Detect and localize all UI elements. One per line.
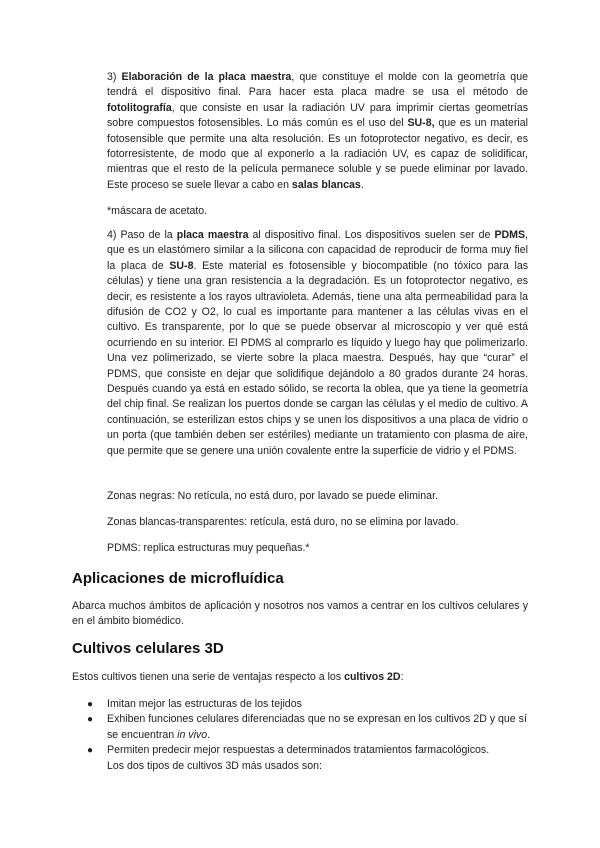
paragraph-text: Estos cultivos tienen una serie de ventajas respecto a los <box>72 671 345 683</box>
italic-term: in vivo <box>177 728 208 741</box>
note-zonas-blancas: Zonas blancas-transparentes: retícula, está duro, no se elimina por lavado. <box>107 516 459 528</box>
list-item-text: Exhiben funciones celulares diferenciadas que no se expresan en los cultivos 2D y que sí se encuentran <box>107 713 527 741</box>
note-pdms: PDMS: replica estructuras muy pequeñas.* <box>107 542 310 554</box>
paragraph-dispositivo-final <box>107 228 528 459</box>
bold-term: fotolitografía <box>107 101 172 114</box>
list-item-text: . <box>207 728 211 741</box>
list-item-text: Imitan mejor las estructuras de los tejidos <box>107 698 302 710</box>
paragraph-text: Paso de la <box>120 229 177 241</box>
bold-term: salas blancas <box>291 178 361 191</box>
bold-term: Elaboración de la placa maestra <box>121 71 292 83</box>
paragraph-text: , que constituye el molde con la geometría que tendrá el dispositivo final. Para hacer esta placa madre se usa el método de <box>107 71 528 99</box>
bullet-icon: ● <box>87 745 94 757</box>
list-item <box>87 712 528 743</box>
list-item <box>87 743 528 774</box>
paragraph-text: , que consiste en usar la radiación UV para imprimir ciertas geometrías sobre compuestos fotosensibles. Lo más común es el uso del <box>107 101 528 130</box>
bold-term: placa maestra <box>176 229 249 241</box>
bold-term: cultivos 2D <box>344 671 401 683</box>
paragraph-text: . <box>360 178 364 191</box>
paragraph-cultivos-intro <box>72 670 528 685</box>
paragraph-text: : <box>400 671 404 683</box>
list-item-text: Permiten predecir mejor respuestas a determinados tratamientos farmacológicos. <box>107 744 490 757</box>
paragraph-text: al dispositivo final. Los dispositivos suelen ser de <box>248 229 495 241</box>
note-mascara: *máscara de acetato. <box>107 205 208 217</box>
paragraph-text: que es un material fotosensible que permite una alta resolución. Es un fotoprotector negativo, es decir, es fotorresistente, de modo que al exponerlo a la radiación UV, es capaz de solidificar, mientras que el resto de la película permanece soluble y se puede eliminar por lavado. Este proceso se suele llevar a cabo en <box>107 117 528 191</box>
list-item-text: Los dos tipos de cultivos 3D más usados son: <box>107 759 322 772</box>
paragraph-placa-maestra <box>107 70 528 193</box>
list-item <box>87 697 528 712</box>
bold-term: PDMS <box>494 229 526 241</box>
bullet-icon: ● <box>87 699 94 710</box>
heading-aplicaciones: Aplicaciones de microfluídica <box>72 570 284 587</box>
bold-term: SU-8, <box>407 117 435 130</box>
bold-term: SU-8 <box>169 259 194 272</box>
note-zonas-negras: Zonas negras: No retícula, no está duro, por lavado se puede eliminar. <box>107 490 438 502</box>
list-number: 4) <box>107 229 121 241</box>
advantages-list <box>87 697 528 774</box>
paragraph-text: , que es un elastómero similar a la silicona con capacidad de reproducir de forma muy fiel la placa de <box>107 229 528 272</box>
list-number: 3) <box>107 71 122 83</box>
heading-cultivos-3d: Cultivos celulares 3D <box>72 640 224 657</box>
paragraph-text: . Este material es fotosensible y biocompatible (no tóxico para las células) y tiene una gran resistencia a la degradación. Es un fotoprotector negativo, es decir, es resistente a los rayos ultravioleta. Además, tiene una alta permeabilidad para la difusión de CO2 y O2, lo cual es importante para mantener a las células vivas en el cultivo. Es transparente, por lo que se puede observar al microscopio y ver qué está ocurriendo en su interior. El PDMS al comprarlo es líquido y luego hay que polimerizarlo. Una vez polimerizado, se vierte sobre la placa maestra. Después, hay que “curar” el PDMS, que consiste en dejar que solidifique dejándolo a 80 grados durante 24 horas. Después cuando ya está en estado sólido, se recorta la oblea, que ya tiene la geometría del chip final. Se realizan los puertos donde se cargan las células y el medio de cultivo. A continuación, se esterilizan estos chips y se unen los dispositivos a una placa de vidrio o un porta (que también deben ser estériles) mediante un tratamiento con plasma de aire, que permite que se genere una unión covalente entre la superficie de vidrio y el PDMS. <box>107 259 529 457</box>
bullet-icon: ● <box>87 714 94 726</box>
paragraph-aplicaciones: Abarca muchos ámbitos de aplicación y nosotros nos vamos a centrar en los cultivos celulares y en el ámbito biomédico. <box>72 600 528 628</box>
